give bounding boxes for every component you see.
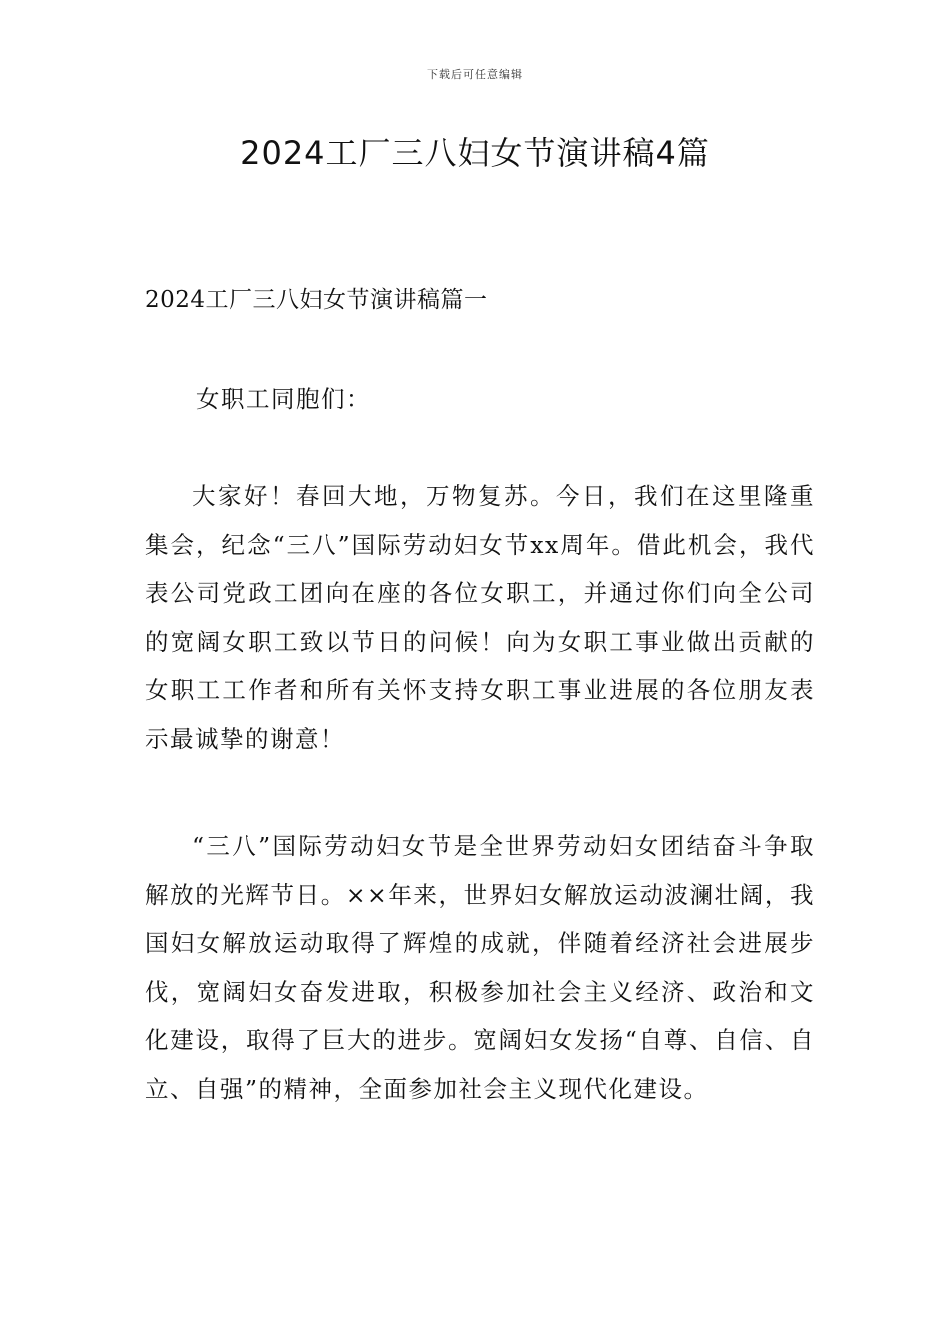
- paragraph-1: 大家好！春回大地，万物复苏。今日，我们在这里隆重集会，纪念“三八”国际劳动妇女节xx周年。借此机会，我代表公司党政工团向在座的各位女职工，并通过你们向全公司的宽阔女职工致以节日的问候！向为女职工事业做出贡献的女职工工作者和所有关怀支持女职工事业进展的各位朋友表示最诚挚的谢意！: [145, 482, 815, 753]
- document-title: 2024工厂三八妇女节演讲稿4篇: [240, 134, 710, 172]
- salutation: 女职工同胞们：: [196, 385, 371, 413]
- section-heading: 2024工厂三八妇女节演讲稿篇一: [145, 287, 488, 313]
- paragraph-2: “三八”国际劳动妇女节是全世界劳动妇女团结奋斗争取解放的光辉节日。××年来，世界妇女解放运动波澜壮阔，我国妇女解放运动取得了辉煌的成就，伴随着经济社会进展步伐，宽阔妇女奋发进取，积极参加社会主义经济、政治和文化建设，取得了巨大的进步。宽阔妇女发扬“自尊、自信、自立、自强”的精神，全面参加社会主义现代化建设。: [145, 832, 815, 1103]
- header-note: 下载后可任意编辑: [427, 68, 523, 81]
